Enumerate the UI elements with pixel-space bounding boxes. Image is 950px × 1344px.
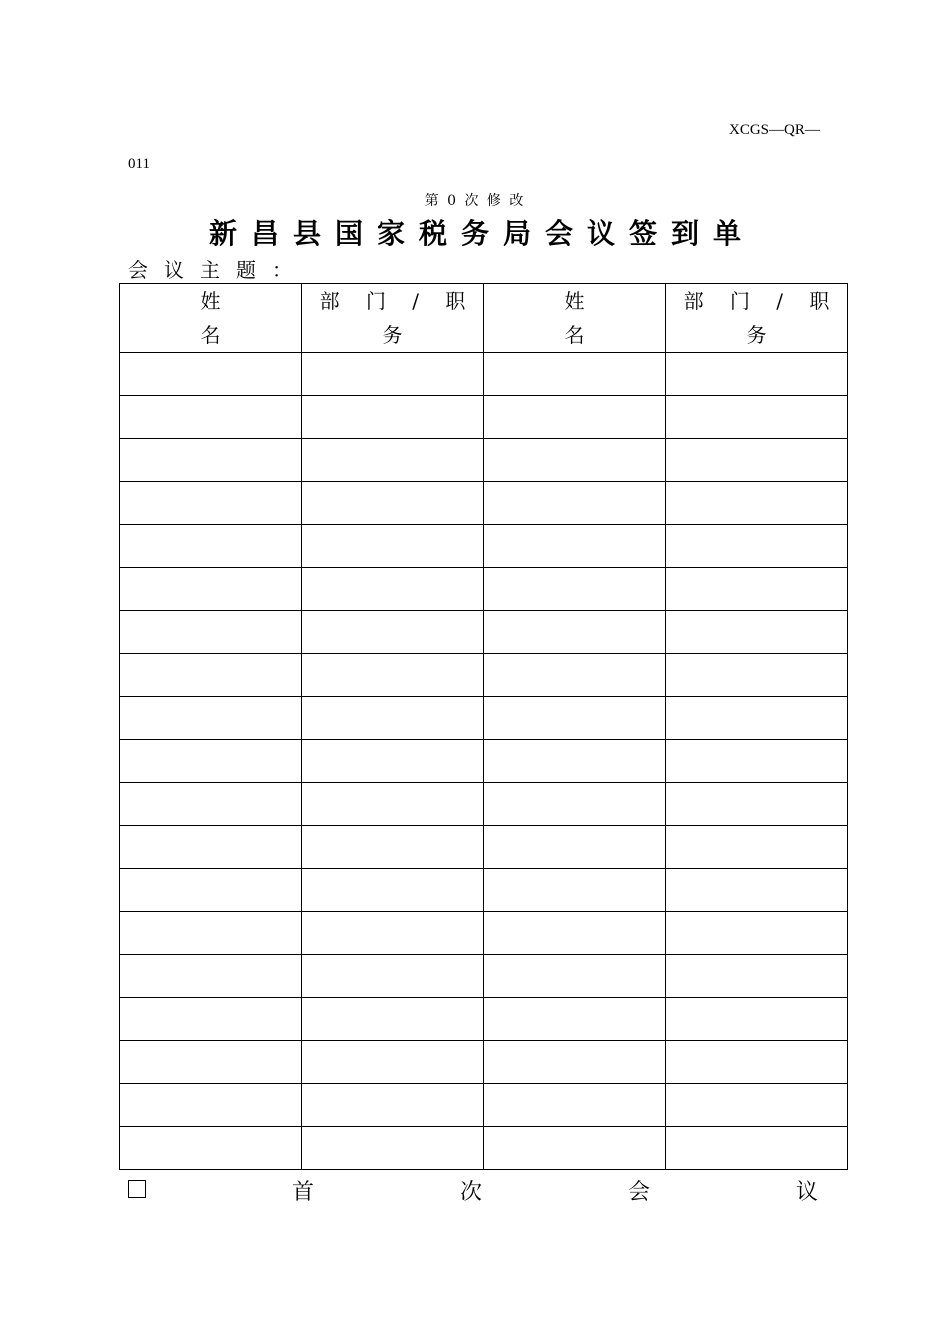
dept-title-cell[interactable] [666,439,848,482]
name-cell[interactable] [484,869,666,912]
name-cell[interactable] [120,439,302,482]
header-name-1-line2: 名 [200,323,221,347]
header-name-1-line1: 姓 [200,289,221,313]
name-cell[interactable] [484,1084,666,1127]
name-cell[interactable] [120,912,302,955]
dept-title-cell[interactable] [666,654,848,697]
header-name-2-line1: 姓 [564,289,585,313]
name-cell[interactable] [120,525,302,568]
dept-title-cell[interactable] [666,740,848,783]
first-meeting-option[interactable] [128,1175,818,1206]
name-cell[interactable] [120,568,302,611]
dept-title-cell[interactable] [302,912,484,955]
table-row [120,783,848,826]
dept-title-cell[interactable] [302,783,484,826]
header-dept-1-line1: 部 门 / 职 [319,289,476,313]
dept-title-cell[interactable] [302,1084,484,1127]
dept-title-cell[interactable] [666,697,848,740]
table-row [120,1084,848,1127]
dept-title-cell[interactable] [302,826,484,869]
footer-char-1: 首 [291,1180,314,1205]
page-title: 新昌县国家税务局会议签到单 [208,217,755,250]
footer-char-3: 会 [627,1180,650,1205]
name-cell[interactable] [484,955,666,998]
name-cell[interactable] [120,697,302,740]
name-cell[interactable] [120,1041,302,1084]
name-cell[interactable] [120,955,302,998]
dept-title-cell[interactable] [666,912,848,955]
dept-title-cell[interactable] [302,740,484,783]
name-cell[interactable] [484,654,666,697]
name-cell[interactable] [120,654,302,697]
dept-title-cell[interactable] [302,439,484,482]
dept-title-cell[interactable] [666,353,848,396]
name-cell[interactable] [120,826,302,869]
table-header-row [120,284,848,353]
name-cell[interactable] [120,740,302,783]
header-dept-2-line1: 部 门 / 职 [683,289,840,313]
dept-title-cell[interactable] [302,1041,484,1084]
table-row [120,396,848,439]
header-dept-2-line2: 务 [746,323,767,347]
name-cell[interactable] [484,353,666,396]
name-cell[interactable] [484,1127,666,1170]
table-row [120,654,848,697]
dept-title-cell[interactable] [302,654,484,697]
name-cell[interactable] [120,353,302,396]
document-code-continuation: 011 [128,156,150,172]
dept-title-cell[interactable] [302,353,484,396]
dept-title-cell[interactable] [302,396,484,439]
name-cell[interactable] [484,611,666,654]
dept-title-cell[interactable] [666,611,848,654]
footer-char-2: 次 [459,1180,482,1205]
name-cell[interactable] [484,998,666,1041]
name-cell[interactable] [484,912,666,955]
header-dept-2 [666,284,848,353]
name-cell[interactable] [484,482,666,525]
empty-checkbox-icon[interactable] [128,1180,146,1198]
dept-title-cell[interactable] [302,1127,484,1170]
dept-title-cell[interactable] [666,869,848,912]
table-body [120,353,848,1170]
dept-title-cell[interactable] [302,525,484,568]
name-cell[interactable] [120,1084,302,1127]
name-cell[interactable] [484,439,666,482]
dept-title-cell[interactable] [666,396,848,439]
revision-label: 第 0 次 修 改 [424,193,526,209]
dept-title-cell[interactable] [302,955,484,998]
table-row [120,568,848,611]
name-cell[interactable] [120,611,302,654]
dept-title-cell[interactable] [302,697,484,740]
name-cell[interactable] [120,396,302,439]
dept-title-cell[interactable] [302,998,484,1041]
name-cell[interactable] [484,740,666,783]
table-row [120,353,848,396]
dept-title-cell[interactable] [666,525,848,568]
dept-title-cell[interactable] [666,1041,848,1084]
name-cell[interactable] [484,826,666,869]
table-row [120,611,848,654]
table-row [120,998,848,1041]
signin-table [119,283,848,1170]
table-row [120,826,848,869]
footer-char-4: 议 [795,1180,818,1205]
header-dept-1-line2: 务 [382,323,403,347]
dept-title-cell[interactable] [302,482,484,525]
name-cell[interactable] [120,1127,302,1170]
dept-title-cell[interactable] [666,826,848,869]
header-name-2 [484,284,666,353]
table-row [120,439,848,482]
table-row [120,955,848,998]
dept-title-cell[interactable] [666,482,848,525]
dept-title-cell[interactable] [666,783,848,826]
name-cell[interactable] [484,525,666,568]
dept-title-cell[interactable] [302,611,484,654]
dept-title-cell[interactable] [666,998,848,1041]
dept-title-cell[interactable] [666,1127,848,1170]
table-row [120,1041,848,1084]
table-row [120,525,848,568]
name-cell[interactable] [484,568,666,611]
name-cell[interactable] [484,1041,666,1084]
dept-title-cell[interactable] [666,568,848,611]
table-row [120,697,848,740]
dept-title-cell[interactable] [666,1084,848,1127]
table-row [120,869,848,912]
name-cell[interactable] [484,697,666,740]
name-cell[interactable] [120,869,302,912]
name-cell[interactable] [120,998,302,1041]
name-cell[interactable] [484,783,666,826]
name-cell[interactable] [484,396,666,439]
header-dept-1 [302,284,484,353]
table-row [120,1127,848,1170]
dept-title-cell[interactable] [302,869,484,912]
table-row [120,740,848,783]
name-cell[interactable] [120,482,302,525]
document-code: XCGS—QR— [729,122,820,138]
header-name-2-line2: 名 [564,323,585,347]
name-cell[interactable] [120,783,302,826]
table-row [120,482,848,525]
table-row [120,912,848,955]
meeting-topic-label: 会议主题： [128,258,308,282]
dept-title-cell[interactable] [666,955,848,998]
dept-title-cell[interactable] [302,568,484,611]
header-name-1 [120,284,302,353]
